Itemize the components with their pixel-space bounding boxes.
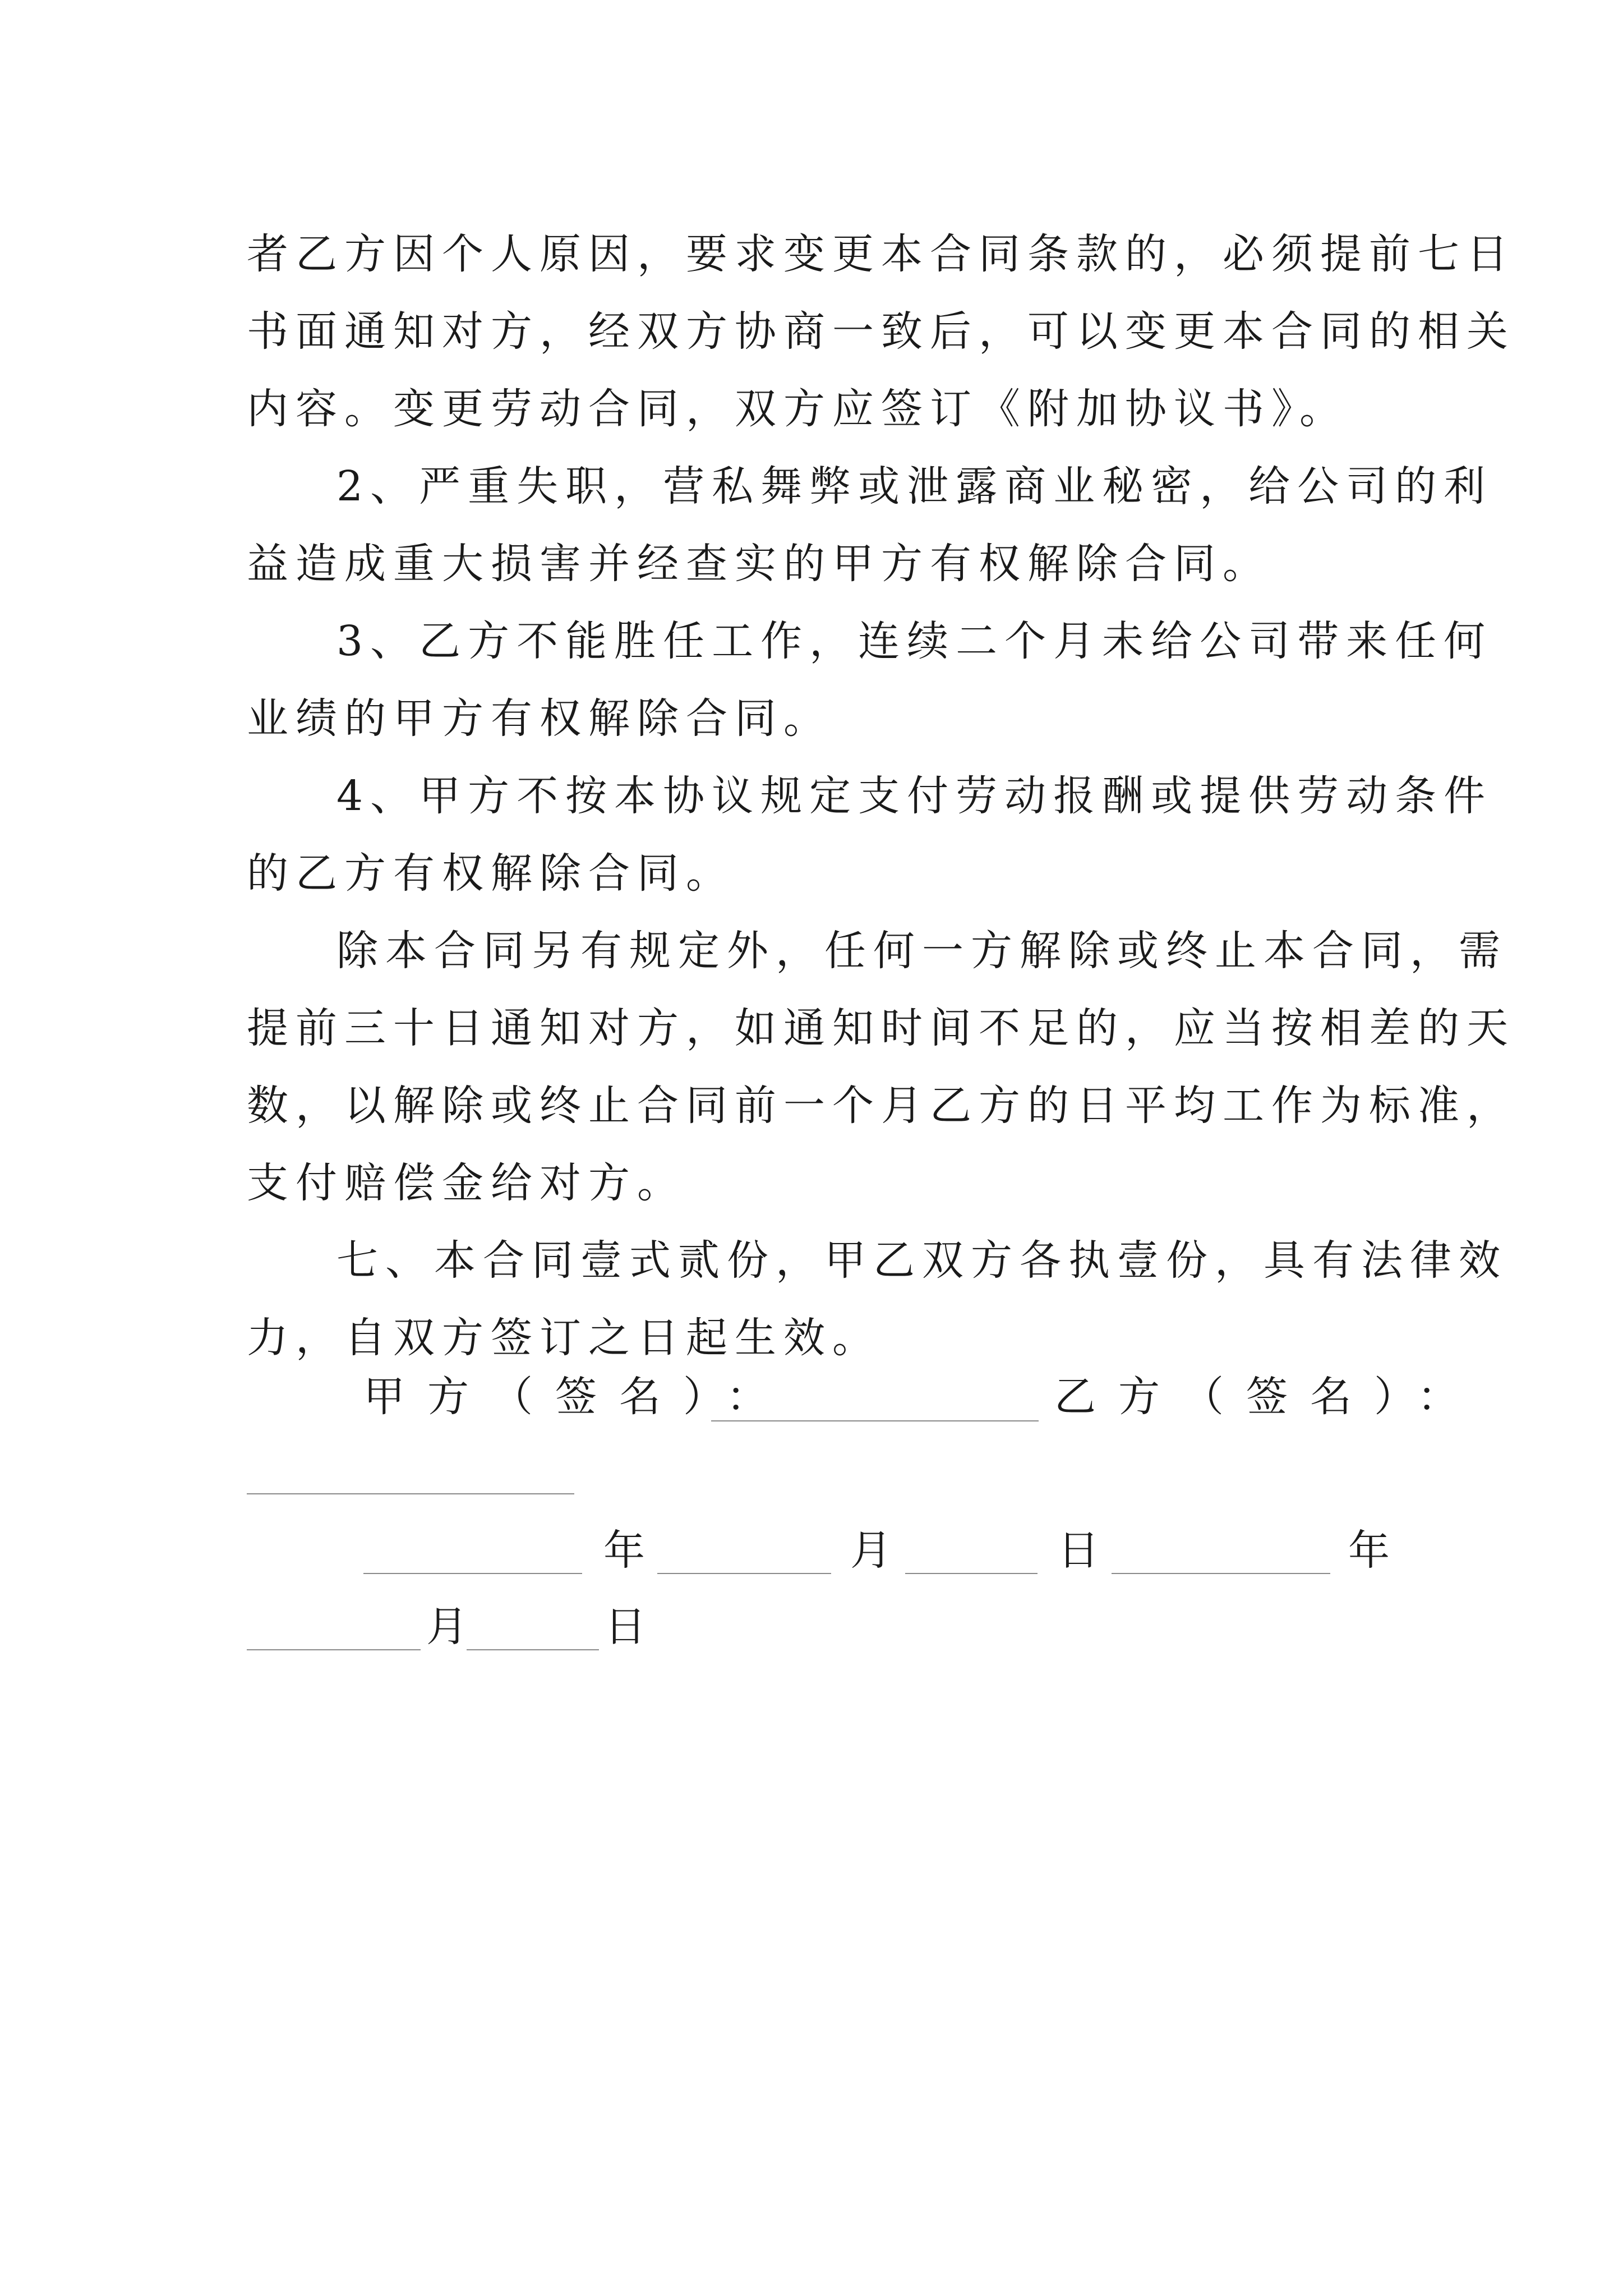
party-a-day-label: 日 (1058, 1526, 1106, 1575)
body-line: 益造成重大损害并经查实的甲方有权解除合同。 (247, 540, 1271, 588)
party-b-year-blank[interactable] (1112, 1538, 1330, 1574)
body-line: 者乙方因个人原因，要求变更本合同条款的，必须提前七日 (247, 230, 1515, 278)
party-a-month-label: 月 (850, 1526, 899, 1575)
clause-4-line: 4、甲方不按本协议规定支付劳动报酬或提供劳动条件 (336, 772, 1493, 820)
party-a-signature-blank[interactable] (711, 1386, 1039, 1421)
body-line: 支付赔偿金给对方。 (247, 1159, 686, 1207)
party-b-month-blank[interactable] (247, 1614, 421, 1650)
party-a-year-blank[interactable] (363, 1538, 582, 1574)
body-line: 内容。变更劳动合同，双方应签订《附加协议书》。 (247, 385, 1348, 433)
section-7-line: 七、本合同壹式贰份，甲乙双方各执壹份，具有法律效 (336, 1236, 1507, 1285)
party-b-signature-label: 乙方（签名）： (1054, 1373, 1481, 1421)
body-line: 业绩的甲方有权解除合同。 (247, 694, 832, 743)
body-line: 力，自双方签订之日起生效。 (247, 1314, 881, 1362)
clause-3-line: 3、乙方不能胜任工作，连续二个月未给公司带来任何 (336, 617, 1493, 665)
party-b-day-blank[interactable] (467, 1614, 599, 1650)
party-a-year-label: 年 (603, 1526, 652, 1575)
party-a-month-blank[interactable] (657, 1538, 831, 1574)
body-line: 书面通知对方，经双方协商一致后，可以变更本合同的相关 (247, 307, 1515, 356)
party-b-year-label: 年 (1348, 1526, 1397, 1575)
termination-paragraph-line: 除本合同另有规定外，任何一方解除或终止本合同，需 (336, 927, 1507, 975)
party-a-day-blank[interactable] (905, 1538, 1038, 1574)
clause-2-line: 2、严重失职，营私舞弊或泄露商业秘密，给公司的利 (336, 462, 1493, 510)
contract-body (247, 215, 1515, 1377)
body-line: 数，以解除或终止合同前一个月乙方的日平均工作为标准， (247, 1082, 1515, 1130)
body-line: 的乙方有权解除合同。 (247, 849, 735, 898)
party-b-month-label: 月 (426, 1603, 475, 1651)
party-a-signature-label: 甲方（签名）： (363, 1373, 790, 1421)
party-b-day-label: 日 (605, 1603, 653, 1651)
party-b-signature-blank[interactable] (247, 1458, 574, 1494)
body-line: 提前三十日通知对方，如通知时间不足的，应当按相差的天 (247, 1004, 1515, 1052)
